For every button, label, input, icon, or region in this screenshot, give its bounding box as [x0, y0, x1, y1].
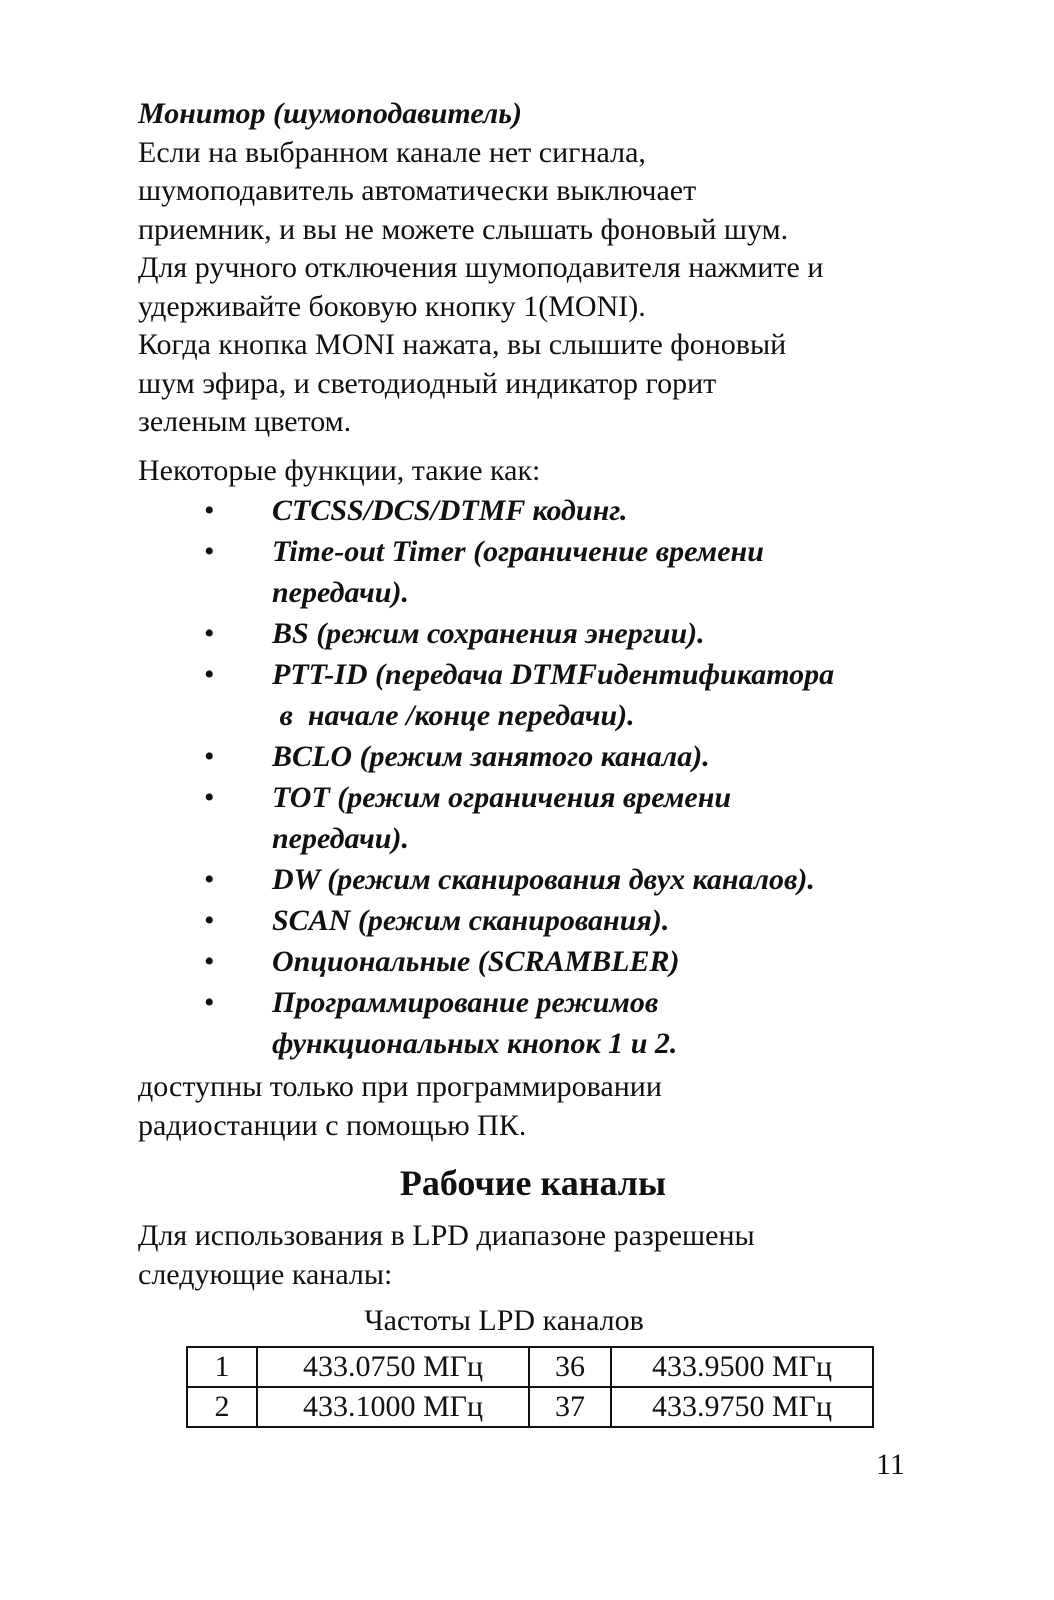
bullet-mark: •	[204, 494, 215, 527]
list-item	[138, 736, 948, 777]
table-row	[187, 1347, 873, 1387]
list-item-text: Опциональные (SCRAMBLER)	[272, 945, 680, 978]
monitor-paragraph	[138, 134, 948, 442]
bullet-mark: •	[204, 863, 215, 896]
list-item-continuation: передачи).	[272, 822, 409, 855]
list-item	[138, 490, 948, 531]
list-item-text: PTT-ID (передача DTMFидентификатора	[272, 658, 835, 691]
bullet-mark: •	[204, 535, 215, 568]
list-item-text: Time-out Timer (ограничение времени	[272, 535, 764, 568]
frequency-table	[186, 1346, 874, 1428]
table-row	[187, 1387, 873, 1427]
paragraph-line: приемник, и вы не можете слышать фоновый шум.	[138, 212, 789, 246]
list-item	[138, 777, 948, 859]
list-item-continuation: в начале /конце передачи).	[272, 699, 635, 732]
frequency-cell: 433.9750 МГц	[611, 1387, 873, 1427]
list-item	[138, 900, 948, 941]
paragraph-line: зеленым цветом.	[138, 405, 352, 438]
paragraph-line: Для ручного отключения шумоподавителя нажмите и	[138, 251, 824, 284]
list-item	[138, 613, 948, 654]
functions-outro-line: радиостанции с помощью ПК.	[138, 1108, 527, 1142]
section-title: Рабочие каналы	[399, 1163, 667, 1203]
functions-list	[138, 490, 948, 1064]
list-item-text: DW (режим сканирования двух каналов).	[272, 863, 815, 896]
list-item-text: BS (режим сохранения энергии).	[272, 617, 705, 650]
bullet-mark: •	[204, 945, 215, 978]
list-item-text: SCAN (режим сканирования).	[272, 904, 670, 937]
channel-number-cell: 37	[529, 1387, 611, 1427]
frequency-cell: 433.9500 МГц	[611, 1347, 873, 1387]
bullet-mark: •	[204, 986, 215, 1019]
paragraph-line: Если на выбранном канале нет сигнала,	[138, 135, 646, 169]
table-caption: Частоты LPD каналов	[364, 1304, 644, 1337]
bullet-mark: •	[204, 617, 215, 650]
list-item-text: BCLO (режим занятого канала).	[272, 740, 710, 773]
channel-number-cell: 1	[187, 1347, 257, 1387]
page-number: 11	[876, 1448, 905, 1481]
channels-text-line: следующие каналы:	[138, 1257, 393, 1291]
channels-text-line: Для использования в LPD диапазоне разрешены	[138, 1219, 755, 1252]
list-item	[138, 982, 948, 1064]
list-item	[138, 531, 948, 613]
frequency-cell: 433.1000 МГц	[257, 1387, 529, 1427]
list-item	[138, 941, 948, 982]
list-item-continuation: функциональных кнопок 1 и 2.	[272, 1027, 678, 1060]
bullet-mark: •	[204, 658, 215, 691]
list-item	[138, 859, 948, 900]
functions-outro-line: доступны только при программировании	[138, 1070, 662, 1103]
list-item	[138, 654, 948, 736]
functions-intro: Некоторые функции, такие как:	[138, 453, 541, 487]
list-item-text: TOT (режим ограничения времени	[272, 781, 732, 814]
list-item-continuation: передачи).	[272, 576, 409, 609]
bullet-mark: •	[204, 781, 215, 814]
channel-number-cell: 36	[529, 1347, 611, 1387]
document-page	[138, 95, 948, 1428]
paragraph-line: шум эфира, и светодиодный индикатор горит	[138, 366, 717, 400]
channel-number-cell: 2	[187, 1387, 257, 1427]
bullet-mark: •	[204, 740, 215, 773]
list-item-text: CTCSS/DCS/DTMF кодинг.	[272, 494, 628, 527]
paragraph-line: удерживайте боковую кнопку 1(MONI).	[138, 289, 646, 323]
bullet-mark: •	[204, 904, 215, 937]
list-item-text: Программирование режимов	[272, 986, 659, 1019]
paragraph-line: шумоподавитель автоматически выключает	[138, 174, 697, 207]
monitor-heading: Монитор (шумоподавитель)	[138, 97, 522, 130]
frequency-cell: 433.0750 МГц	[257, 1347, 529, 1387]
paragraph-line: Когда кнопка MONI нажата, вы слышите фоновый	[138, 328, 787, 361]
